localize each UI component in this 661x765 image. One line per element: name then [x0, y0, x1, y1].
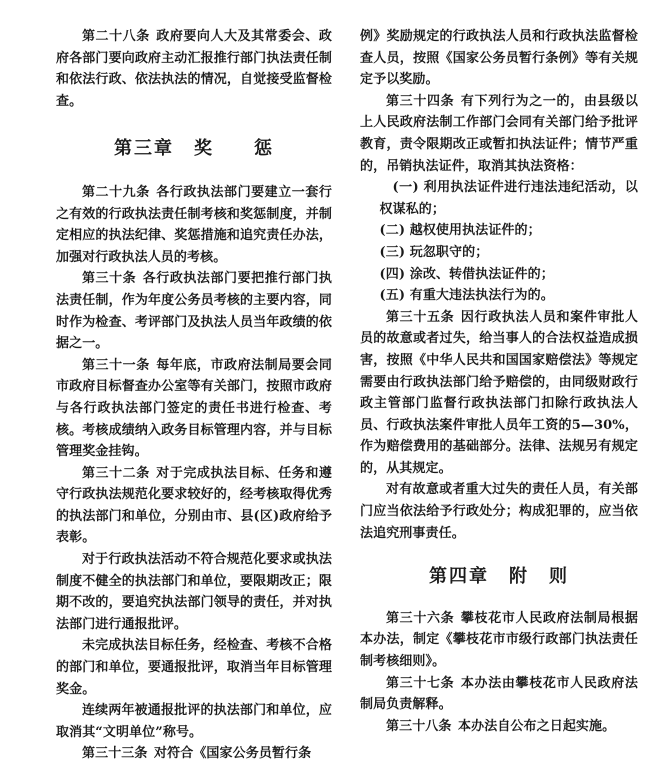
list-item: (三) 玩忽职守的；: [379, 244, 489, 260]
article-text: 每年底，市政府法制局要会同市政府目标督查办公室等有关部门，按照市政府与各行政执法部门签定的责任书进行检查、考核。考核成绩纳入政务目标管理内容，并与目标管理奖金挂钩。: [56, 357, 332, 460]
article-number: 第三十三条: [82, 746, 148, 762]
paragraph-two-years: 连续两年被通报批评的执法部门和单位，应取消其“文明单位”称号。: [56, 703, 332, 740]
article-text: 本办法由攀枝花市人民政府法制局负责解释。: [360, 675, 638, 713]
paragraph-liability: 对有故意或者重大过失的责任人员，有关部门应当依法给予行政处分；构成犯罪的，应当依法追究刑事责任。: [360, 482, 638, 541]
article-29: [56, 182, 332, 268]
article-text: 对于完成执法目标、任务和遵守行政执法规范化要求较好的，经考核取得优秀的执法部门和单位，分别由市、县(区)政府给予表彰。: [56, 465, 332, 546]
article-number: 第二十九条: [82, 184, 150, 200]
article-number: 第三十二条: [82, 465, 150, 481]
article-text: 各行政执法部门要把推行部门执法责任制，作为年度公务员考核的主要内容，同时作为检查、考评部门及执法人员当年政绩的依据之一。: [56, 271, 332, 352]
article-35: [360, 307, 638, 480]
article-text: 因行政执法人员和案件审批人员的故意或者过失，给当事人的合法权益造成损害，按照《中华人民共和国国家赔偿法》等规定需要由行政执法部门给予赔偿的，由同级财政行政主管部门监督行政执法部门扣除行政执法人员、行政执法案件审批人员年工资的5—30%，作为赔偿费用的基础部分。法律、法规另有规定的，从其规定。: [360, 309, 638, 476]
article-36: [360, 608, 638, 673]
article-28: [56, 26, 332, 112]
list-item: (五) 有重大违法执法行为的。: [379, 288, 554, 304]
article-number: 第三十八条: [386, 718, 452, 734]
article-37: [360, 673, 638, 716]
article-number: 第三十一条: [82, 357, 150, 373]
paragraph-unfinished: 未完成执法目标任务，经检查、考核不合格的部门和单位，要通报批评，取消当年目标管理奖金。: [56, 638, 332, 697]
list-item: (二) 越权使用执法证件的；: [379, 223, 541, 239]
chapter-3-title: 第三章 奖 惩: [114, 138, 274, 160]
article-number: 第三十四条: [386, 93, 455, 109]
article-text: 各行政执法部门要建立一套行之有效的行政执法责任制考核和奖惩制度，并制定相应的执法纪律、奖惩措施和追究责任办法，加强对行政执法人员的考核。: [56, 184, 332, 265]
chapter-4-title: 第四章 附 则: [429, 566, 569, 588]
paragraph-irregular: 对于行政执法活动不符合规范化要求或执法制度不健全的执法部门和单位，要限期改正；限期不改的，要追究执法部门领导的责任，并对执法部门进行通报批评。: [56, 552, 332, 632]
article-34: [360, 91, 638, 177]
article-number: 第三十条: [82, 271, 137, 287]
list-item: (一) 利用执法证件进行违法违纪活动，以权谋私的；: [379, 180, 638, 217]
list-item: (四) 涂改、转借执法证件的；: [379, 266, 554, 282]
left-column: [56, 26, 332, 765]
article-30: [56, 268, 332, 354]
article-31: [56, 355, 332, 463]
article-number: 第三十五条: [386, 309, 455, 325]
article-text: 本办法自公布之日起实施。: [458, 718, 616, 734]
article-text: 对符合《国家公务员暂行条: [154, 746, 312, 762]
article-number: 第二十八条: [82, 29, 150, 44]
article-text: 攀枝花市人民政府法制局根据本办法，制定《攀枝花市市级行政部门执法责任制考核细则》。: [360, 610, 638, 670]
article-text: 政府要向人大及其常委会、政府各部门要向政府主动汇报推行部门执法责任制和依法行政、依法执法的情况，自觉接受监督检查。: [56, 29, 332, 109]
right-column: [360, 26, 638, 737]
article-33: [56, 743, 332, 765]
article-text: 有下列行为之一的，由县级以上人民政府法制工作部门会同有关部门给予批评教育，责令限期改正或暂扣执法证件；情节严重的，吊销执法证件，取消其执法资格：: [360, 93, 638, 174]
article-number: 第三十六条: [386, 610, 455, 626]
article-number: 第三十七条: [386, 675, 455, 691]
article-33-continued: 例》奖励规定的行政执法人员和行政执法监督检查人员，按照《国家公务员暂行条例》等有关规定予以奖励。: [360, 29, 638, 88]
article-38: [360, 716, 638, 738]
article-32: [56, 463, 332, 549]
